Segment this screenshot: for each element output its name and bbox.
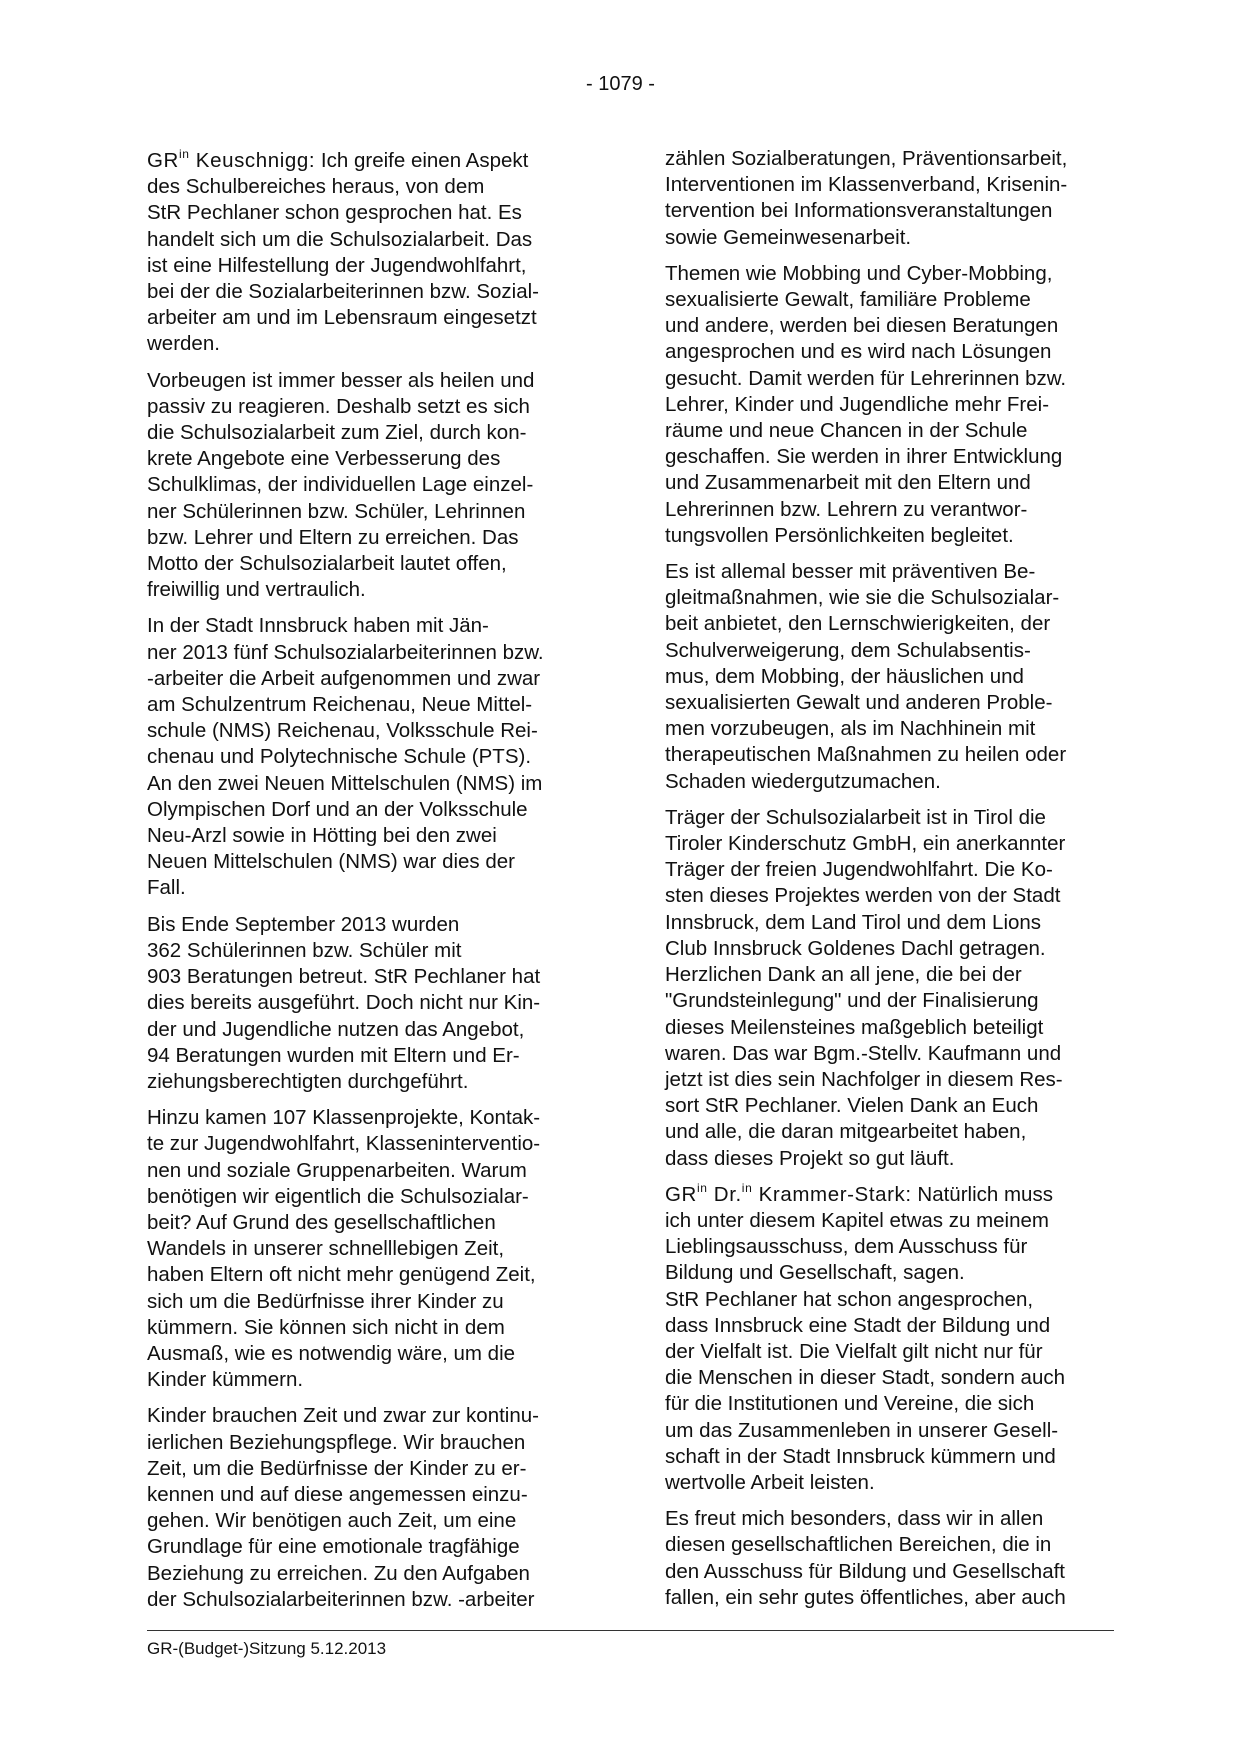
paragraph: Es ist allemal besser mit präventiven Be- gleitmaßnahmen, wie sie die Schulsozialar- beit anbietet, den Lernschwierigkeiten, der Schulverweigerung, dem Schulabsentis- mus, dem Mobbing, der häuslichen und sexualisierten Gewalt und anderen Proble- men vorzubeugen, als im Nachhinein mit therapeutischen Maßnahmen zu heilen oder Schaden wiedergutzumachen. xyxy=(665,560,1067,793)
speaker-name: $GR^{in}$ Keuschnigg: xyxy=(147,147,316,172)
paragraph: Es freut mich besonders, dass wir in allen diesen gesellschaftlichen Bereichen, die in den Ausschuss für Bildung und Gesellschaft fallen, ein sehr gutes öffentliches, aber auch xyxy=(665,1507,1066,1609)
paragraph: Bis Ende September 2013 wurden 362 Schülerinnen bzw. Schüler mit 903 Beratungen betreut. StR Pechlaner hat dies bereits ausgeführt. Doch nicht nur Kin- der und Jugendliche nutzen das Angebot, 94 Beratungen wurden mit Eltern und Er- ziehungsberechtigten durchgeführt. xyxy=(147,912,541,1093)
left-column xyxy=(147,148,590,1623)
paragraph: Träger der Schulsozialarbeit ist in Tirol die Tiroler Kinderschutz GmbH, ein anerkannter Träger der freien Jugendwohlfahrt. Die Ko- sten dieses Projektes werden von der Stadt Innsbruck, dem Land Tirol und dem Lions Club Innsbruck Goldenes Dachl getragen. Herzlichen Dank an all jene, die bei der "Grundsteinlegung" und der Finalisierung dieses Meilensteines maßgeblich beteiligt waren. Das war Bgm.-Stellv. Kaufmann und jetzt ist dies sein Nachfolger in diesem Res- sort StR Pechlaner. Vielen Dank an Euch und alle, die daran mitgearbeitet haben, dass dieses Projekt so gut läuft. xyxy=(665,805,1066,1170)
paragraph: Vorbeugen ist immer besser als heilen und passiv zu reagieren. Deshalb setzt es sich die Schulsozialarbeit zum Ziel, durch kon- krete Angebote eine Verbesserung des Schulklimas, der individuellen Lage einzel- ner Schülerinnen bzw. Schüler, Lehrinnen bzw. Lehrer und Eltern zu erreichen. Das Motto der Schulsozialarbeit lautet offen, freiwillig und vertraulich. xyxy=(147,368,535,602)
right-column xyxy=(665,146,1108,1621)
paragraph: $GR^{in}$ Keuschnigg: Ich greife einen Aspekt des Schulbereiches heraus, von dem StR Pechlaner schon gesprochen hat. Es handelt sich um die Schulsozialarbeit. Das ist eine Hilfestellung der Jugendwohlfahrt, bei der die Sozialarbeiterinnen bzw. Sozial- arbeiter am und im Lebensraum eingesetzt werden. xyxy=(147,147,540,356)
paragraph: Hinzu kamen 107 Klassenprojekte, Kontak- te zur Jugendwohlfahrt, Klasseninterventio- nen und soziale Gruppenarbeiten. Warum benötigen wir eigentlich die Schulsozialar- beit? Auf Grund des gesellschaftlichen Wandels in unserer schnelllebigen Zeit, haben Eltern oft nicht mehr genügend Zeit, sich um die Bedürfnisse ihrer Kinder zu kümmern. Sie können sich nicht in dem Ausmaß, wie es notwendig wäre, um die Kinder kümmern. xyxy=(147,1106,541,1392)
footer-text: GR-(Budget-)Sitzung 5.12.2013 xyxy=(147,1639,387,1658)
speaker-name: $GR^{in}$ Dr.$^{in}$ Krammer-Stark: xyxy=(665,1180,912,1206)
paragraph: Themen wie Mobbing und Cyber-Mobbing, sexualisierte Gewalt, familiäre Probleme und andere, werden bei diesen Beratungen angesprochen und es wird nach Lösungen gesucht. Damit werden für Lehrerinnen bzw. Lehrer, Kinder und Jugendliche mehr Frei- räume und neue Chancen in der Schule geschaffen. Sie werden in ihrer Entwicklung und Zusammenarbeit mit den Eltern und Lehrerinnen bzw. Lehrern zu verantwor- tungsvollen Persönlichkeiten begleitet. xyxy=(665,261,1067,547)
footer-divider xyxy=(147,1630,1114,1631)
paragraph: $GR^{in}$ Dr.$^{in}$ Krammer-Stark: Natürlich muss ich unter diesem Kapitel etwas zu meinem Lieblingsausschuss, dem Ausschuss für Bildung und Gesellschaft, sagen. StR Pechlaner hat schon angesprochen, dass Innsbruck eine Stadt der Bildung und der Vielfalt ist. Die Vielfalt gilt nicht nur für die Menschen in dieser Stadt, sondern auch für die Institutionen und Vereine, die sich um das Zusammenleben in unserer Gesell- schaft in der Stadt Innsbruck kümmern und wertvolle Arbeit leisten. xyxy=(665,1180,1066,1494)
paragraph: Kinder brauchen Zeit und zwar zur kontinu- ierlichen Beziehungspflege. Wir brauchen Zeit, um die Bedürfnisse der Kinder zu er- kennen und auf diese angemessen einzu- gehen. Wir benötigen auch Zeit, um eine Grundlage für eine emotionale tragfähige Beziehung zu erreichen. Zu den Aufgaben der Schulsozialarbeiterinnen bzw. -arbeiter xyxy=(147,1404,539,1611)
page-number: - 1079 - xyxy=(586,73,655,95)
paragraph: zählen Sozialberatungen, Präventionsarbeit, Interventionen im Klassenverband, Krisenin- tervention bei Informationsveranstaltungen sowie Gemeinwesenarbeit. xyxy=(665,147,1068,249)
paragraph: In der Stadt Innsbruck haben mit Jän- ner 2013 fünf Schulsozialarbeiterinnen bzw. -arbeiter die Arbeit aufgenommen und zwar am Schulzentrum Reichenau, Neue Mittel- schule (NMS) Reichenau, Volksschule Rei- chenau und Polytechnische Schule (PTS). An den zwei Neuen Mittelschulen (NMS) im Olympischen Dorf und an der Volksschule Neu-Arzl sowie in Hötting bei den zwei Neuen Mittelschulen (NMS) war dies der Fall. xyxy=(147,614,544,900)
